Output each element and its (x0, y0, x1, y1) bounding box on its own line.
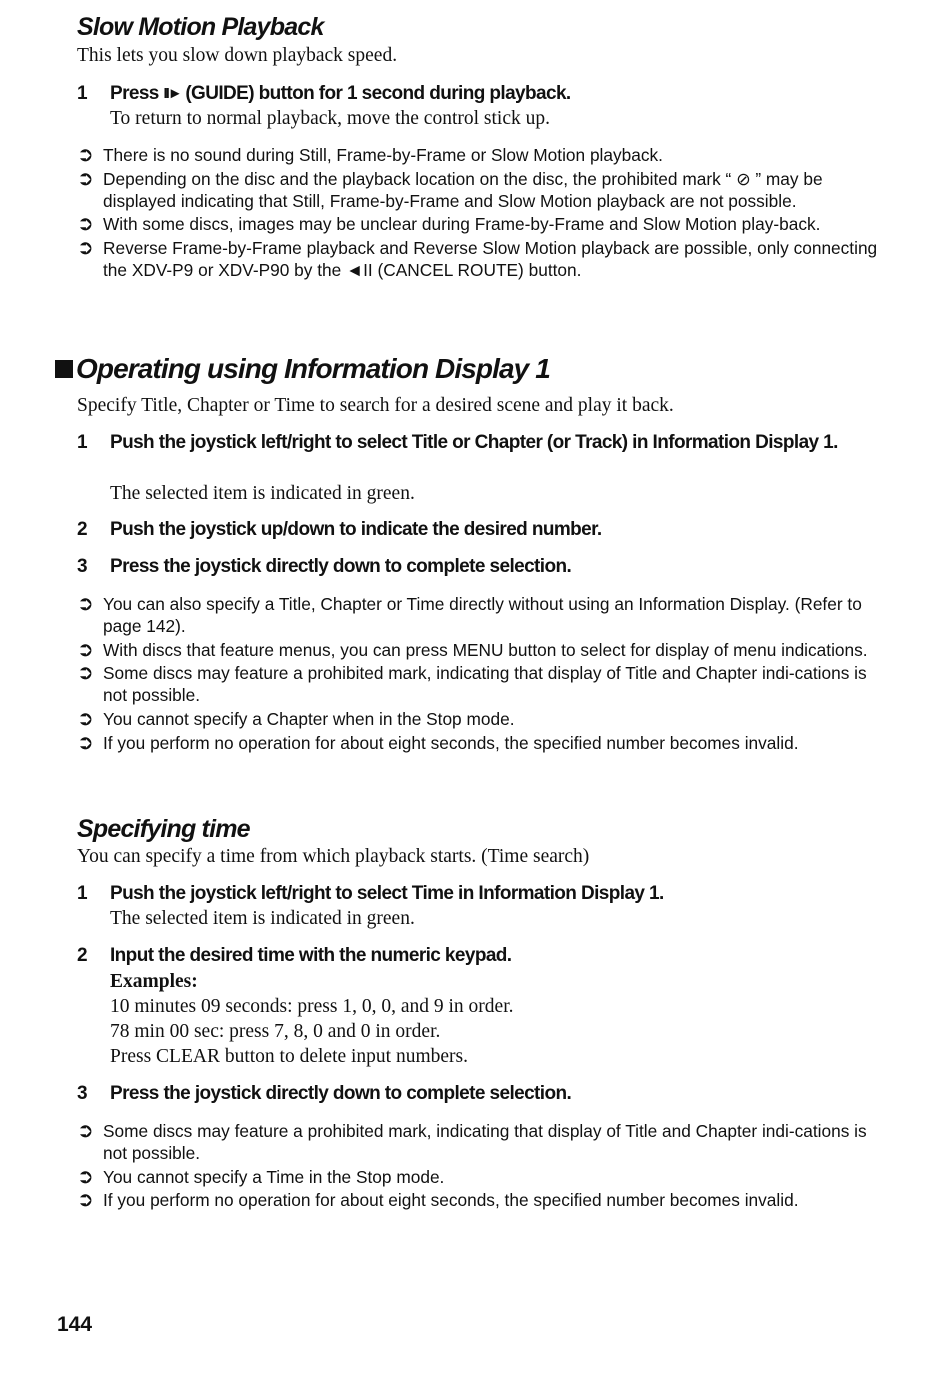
step-number: 3 (77, 1083, 87, 1104)
slow-motion-notes (77, 145, 883, 284)
example-line: 10 minutes 09 seconds: press 1, 0, 0, and 9 in order. (110, 996, 514, 1017)
note-text: Reverse Frame-by-Frame playback and Reverse Slow Motion playback are possible, only connecting the XDV-P9 or XDV-P90 by the ◄II (CANCEL ROUTE) button. (103, 238, 878, 280)
time-step-1 (77, 881, 880, 906)
note-item (77, 169, 883, 213)
note-text: You cannot specify a Chapter when in the Stop mode. (103, 708, 515, 729)
note-item (77, 709, 883, 731)
note-item (77, 1190, 883, 1212)
note-arrow-icon: ➲ (77, 638, 94, 661)
note-arrow-icon: ➲ (77, 1120, 94, 1142)
step-text: Push the joystick up/down to indicate the desired number. (110, 519, 602, 540)
step-number: 1 (77, 432, 87, 453)
note-text: If you perform no operation for about eight seconds, the specified number becomes invalid. (103, 732, 799, 753)
note-item (77, 214, 883, 236)
info-step-1 (77, 430, 880, 455)
slow-motion-step-1 (77, 81, 880, 106)
note-arrow-icon: ➲ (77, 237, 94, 260)
step-number: 1 (77, 83, 87, 104)
specifying-time-notes (77, 1121, 883, 1214)
example-line: Press CLEAR button to delete input numbers. (110, 1046, 469, 1067)
specifying-time-intro: You can specify a time from which playback starts. (Time search) (77, 846, 590, 867)
step-number: 1 (77, 883, 87, 904)
specifying-time-heading: Specifying time (77, 815, 250, 843)
example-line: 78 min 00 sec: press 7, 8, 0 and 0 in order. (110, 1021, 441, 1042)
info-display-notes (77, 594, 883, 757)
step-number: 2 (77, 945, 87, 966)
info-display-heading (55, 355, 550, 383)
note-item (77, 145, 883, 167)
note-text: You can also specify a Title, Chapter or Time directly without using an Information Display. (Refer to page 142). (103, 594, 862, 636)
note-text: Depending on the disc and the playback location on the disc, the prohibited mark “ ⊘ ” may be displayed indicating that Still, Frame-by-Frame and Slow Motion playback are not possible. (103, 168, 823, 211)
info-step-3 (77, 554, 880, 579)
slow-motion-intro: This lets you slow down playback speed. (77, 45, 398, 66)
info-display-heading-text: Operating using Information Display 1 (76, 353, 550, 384)
step-text-suffix: (GUIDE) button for 1 second during playback. (180, 83, 571, 104)
slow-motion-heading: Slow Motion Playback (77, 13, 324, 41)
step-text: Input the desired time with the numeric keypad. (110, 945, 512, 966)
note-arrow-icon: ➲ (77, 1165, 94, 1188)
examples-label: Examples: (110, 971, 198, 992)
step-text: Press the joystick directly down to complete selection. (110, 556, 572, 577)
note-item (77, 640, 883, 662)
note-text: Some discs may feature a prohibited mark, indicating that display of Title and Chapter indi-cations is not possible. (103, 663, 867, 706)
note-item (77, 238, 883, 282)
note-arrow-icon: ➲ (77, 731, 94, 754)
step-text: Press the joystick directly down to complete selection. (110, 1083, 572, 1104)
note-item (77, 594, 883, 638)
note-text: With discs that feature menus, you can press MENU button to select for display of menu indications. (103, 639, 868, 660)
note-arrow-icon: ➲ (77, 662, 94, 685)
step-number: 2 (77, 519, 87, 540)
info-display-intro: Specify Title, Chapter or Time to search for a desired scene and play it back. (77, 395, 674, 416)
info-step-2 (77, 517, 880, 542)
step-number: 3 (77, 556, 87, 577)
step-text: Push the joystick left/right to select Title or Chapter (or Track) in Information Display 1. (110, 432, 838, 453)
note-text: Some discs may feature a prohibited mark, indicating that display of Title and Chapter indi-cations is not possible. (103, 1121, 867, 1163)
time-step-1-sub: The selected item is indicated in green. (110, 908, 415, 929)
note-text: There is no sound during Still, Frame-by-Frame or Slow Motion playback. (103, 145, 663, 165)
square-bullet-icon (55, 360, 73, 378)
note-text: With some discs, images may be unclear during Frame-by-Frame and Slow Motion play-back. (103, 214, 821, 235)
note-item (77, 1121, 883, 1165)
note-arrow-icon: ➲ (77, 1189, 94, 1212)
step-text: Push the joystick left/right to select Time in Information Display 1. (110, 883, 664, 904)
note-arrow-icon: ➲ (77, 213, 94, 236)
note-item (77, 733, 883, 755)
step-text (110, 81, 880, 106)
note-arrow-icon: ➲ (77, 167, 94, 190)
note-item (77, 1167, 883, 1189)
page-number: 144 (57, 1313, 93, 1336)
time-step-2 (77, 943, 880, 968)
note-arrow-icon: ➲ (77, 707, 94, 730)
note-arrow-icon: ➲ (77, 593, 94, 615)
pause-play-icon: II► (163, 85, 181, 102)
slow-motion-step-1-sub: To return to normal playback, move the control stick up. (110, 108, 550, 129)
info-step-1-sub: The selected item is indicated in green. (110, 483, 415, 504)
note-arrow-icon: ➲ (77, 144, 94, 166)
note-text: You cannot specify a Time in the Stop mode. (103, 1166, 445, 1187)
time-step-3 (77, 1081, 880, 1106)
step-text-prefix: Press (110, 83, 164, 104)
note-item (77, 663, 883, 707)
note-text: If you perform no operation for about eight seconds, the specified number becomes invalid. (103, 1190, 799, 1211)
